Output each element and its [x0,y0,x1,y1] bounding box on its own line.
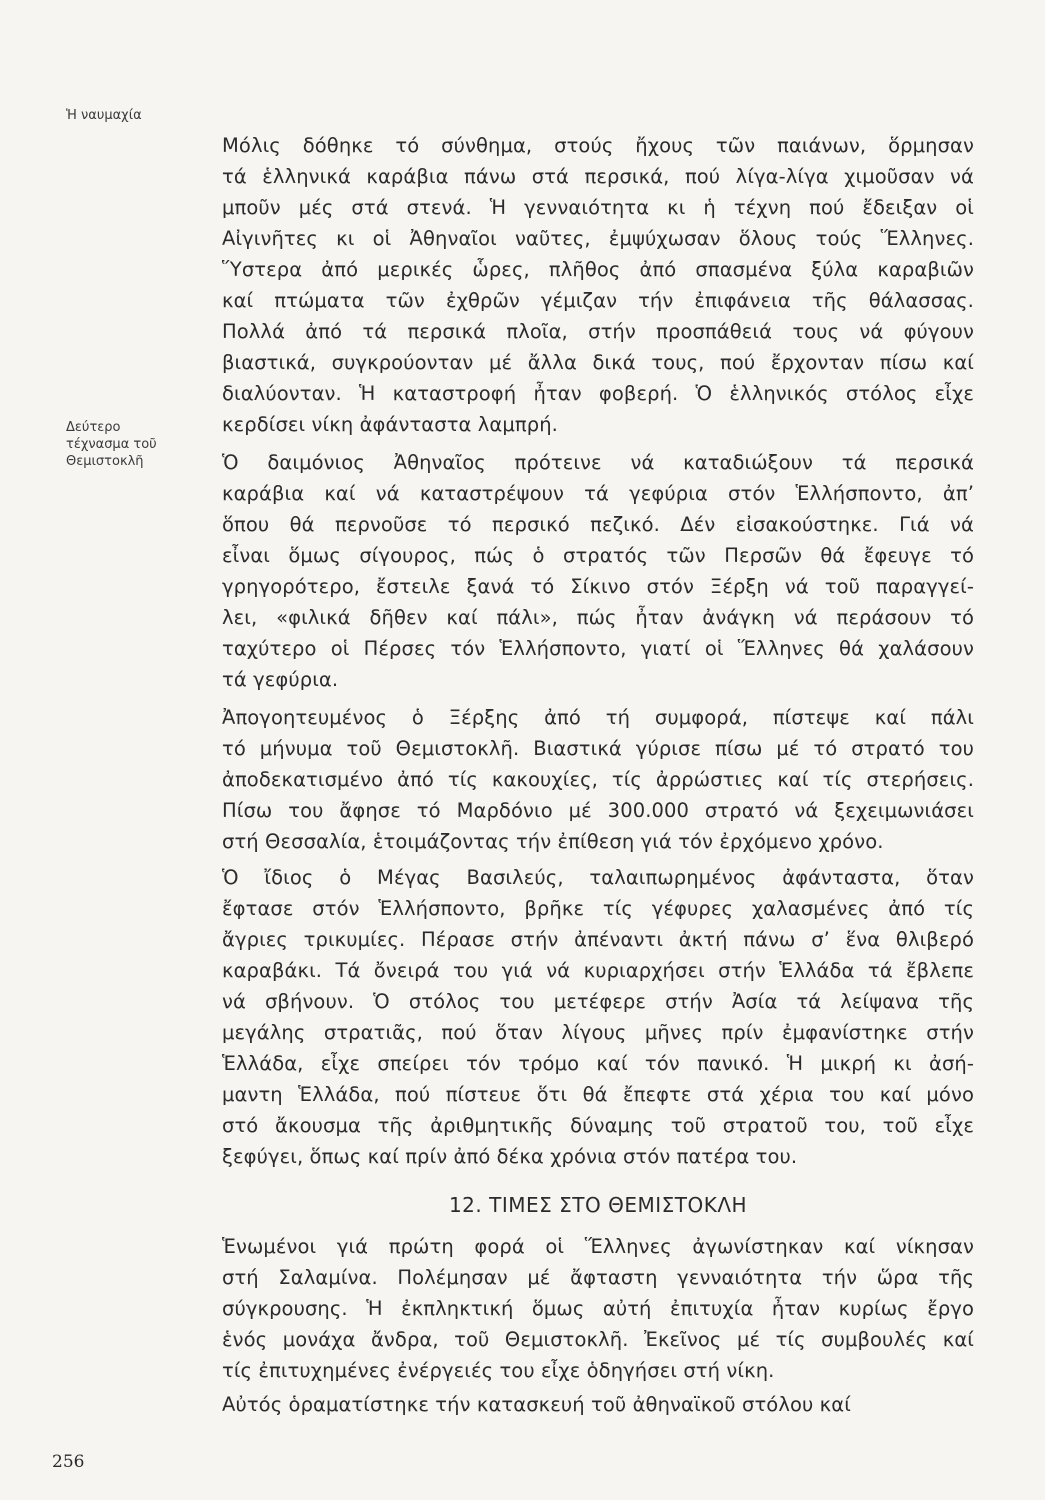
text-line: ἔφτασε στόν Ἑλλήσποντο, βρῆκε τίς γέφυρες χαλασμένες ἀπό τίς [222,897,974,920]
text-line: τά ἑλληνικά καράβια πάνω στά περσικά, πού λίγα-λίγα χιμοῦσαν νά [222,165,974,188]
section-heading: 12. ΤΙΜΕΣ ΣΤΟ ΘΕΜΙΣΤΟΚΛΗ [448,1193,748,1217]
text-line: τίς ἐπιτυχημένες ἐνέργειές του εἶχε ὁδηγήσει στή νίκη. [222,1359,775,1382]
text-line: στή Σαλαμίνα. Πολέμησαν μέ ἄφταστη γενναιότητα τήν ὥρα τῆς [222,1266,974,1289]
text-line: Αὐτός ὁραματίστηκε τήν κατασκευή τοῦ ἀθηναϊκοῦ στόλου καί [222,1393,851,1416]
text-line: Ἑνωμένοι γιά πρώτη φορά οἱ Ἕλληνες ἀγωνίστηκαν καί νίκησαν [222,1235,974,1258]
text-line: μποῦν μές στά στενά. Ἡ γενναιότητα κι ἡ τέχνη πού ἔδειξαν οἱ [222,196,974,219]
margin-note-second-trick [66,419,216,470]
text-line: Ὕστερα ἀπό μερικές ὧρες, πλῆθος ἀπό σπασμένα ξύλα καραβιῶν [222,258,974,281]
text-line: καράβια καί νά καταστρέψουν τά γεφύρια στόν Ἑλλήσποντο, ἀπ’ [222,482,974,505]
text-line: Ὁ δαιμόνιος Ἀθηναῖος πρότεινε νά καταδιώξουν τά περσικά [222,451,974,474]
text-line: μεγάλης στρατιᾶς, πού ὅταν λίγους μῆνες πρίν ἐμφανίστηκε στήν [222,1021,974,1044]
text-line: ἄγριες τρικυμίες. Πέρασε στήν ἀπέναντι ἀκτή πάνω σ’ ἕνα θλιβερό [222,928,974,951]
margin-note-line: Θεμιστοκλῆ [66,454,144,469]
text-line: ξεφύγει, ὅπως καί πρίν ἀπό δέκα χρόνια στόν πατέρα του. [222,1145,798,1168]
text-line: γρηγορότερο, ἔστειλε ξανά τό Σίκινο στόν Ξέρξη νά τοῦ παραγγεί- [222,575,974,598]
text-line: λει, «φιλικά δῆθεν καί πάλι», πώς ἦταν ἀνάγκη νά περάσουν τό [222,606,974,629]
text-line: ὅπου θά περνοῦσε τό περσικό πεζικό. Δέν εἰσακούστηκε. Γιά νά [222,513,974,536]
text-line: τά γεφύρια. [222,668,339,691]
text-line: διαλύονταν. Ἡ καταστροφή ἦταν φοβερή. Ὁ ἑλληνικός στόλος εἶχε [222,382,974,405]
text-line: στό ἄκουσμα τῆς ἀριθμητικῆς δύναμης τοῦ στρατοῦ του, τοῦ εἶχε [222,1114,974,1137]
text-line: Ὁ ἴδιος ὁ Μέγας Βασιλεύς, ταλαιπωρημένος ἀφάνταστα, ὅταν [222,866,974,889]
text-line: κερδίσει νίκη ἀφάνταστα λαμπρή. [222,413,558,436]
text-line: Πίσω του ἄφησε τό Μαρδόνιο μέ 300.000 στρατό νά ξεχειμωνιάσει [222,799,974,822]
text-line: ἑνός μονάχα ἄνδρα, τοῦ Θεμιστοκλῆ. Ἐκεῖνος μέ τίς συμβουλές καί [222,1328,974,1351]
text-line: βιαστικά, συγκρούονταν μέ ἄλλα δικά τους, πού ἔρχονταν πίσω καί [222,351,974,374]
text-line: Αἰγινῆτες κι οἱ Ἀθηναῖοι ναῦτες, ἐμψύχωσαν ὅλους τούς Ἕλληνες. [222,227,974,250]
text-line: νά σβήνουν. Ὁ στόλος του μετέφερε στήν Ἀσία τά λείψανα τῆς [222,990,974,1013]
text-line: καραβάκι. Τά ὄνειρά του γιά νά κυριαρχήσει στήν Ἑλλάδα τά ἔβλεπε [222,959,974,982]
text-line: Ἀπογοητευμένος ὁ Ξέρξης ἀπό τή συμφορά, πίστεψε καί πάλι [222,706,974,729]
margin-note-naval-battle [66,107,216,124]
text-line: Ἑλλάδα, εἶχε σπείρει τόν τρόμο καί τόν πανικό. Ἡ μικρή κι ἀσή- [222,1052,974,1075]
text-line: καί πτώματα τῶν ἐχθρῶν γέμιζαν τήν ἐπιφάνεια τῆς θάλασσας. [222,289,974,312]
text-line: μαντη Ἑλλάδα, πού πίστευε ὅτι θά ἔπεφτε στά χέρια του καί μόνο [222,1083,974,1106]
margin-note-line: Ἡ ναυμαχία [66,108,142,123]
page-number: 256 [52,1452,85,1472]
text-line: Πολλά ἀπό τά περσικά πλοῖα, στήν προσπάθειά τους νά φύγουν [222,320,974,343]
text-line: Μόλις δόθηκε τό σύνθημα, στούς ἤχους τῶν παιάνων, ὅρμησαν [222,134,974,157]
text-line: ταχύτερο οἱ Πέρσες τόν Ἑλλήσποντο, γιατί οἱ Ἕλληνες θά χαλάσουν [222,637,974,660]
margin-note-line: Δεύτερο [66,420,121,435]
margin-note-line: τέχνασμα τοῦ [66,437,157,452]
text-line: σύγκρουσης. Ἡ ἐκπληκτική ὅμως αὐτή ἐπιτυχία ἦταν κυρίως ἔργο [222,1297,974,1320]
text-line: στή Θεσσαλία, ἑτοιμάζοντας τήν ἐπίθεση γιά τόν ἐρχόμενο χρόνο. [222,830,884,853]
text-line: ἀποδεκατισμένο ἀπό τίς κακουχίες, τίς ἀρρώστιες καί τίς στερήσεις. [222,768,974,791]
text-line: τό μήνυμα τοῦ Θεμιστοκλῆ. Βιαστικά γύρισε πίσω μέ τό στρατό του [222,737,974,760]
text-line: εἶναι ὅμως σίγουρος, πώς ὁ στρατός τῶν Περσῶν θά ἔφευγε τό [222,544,974,567]
